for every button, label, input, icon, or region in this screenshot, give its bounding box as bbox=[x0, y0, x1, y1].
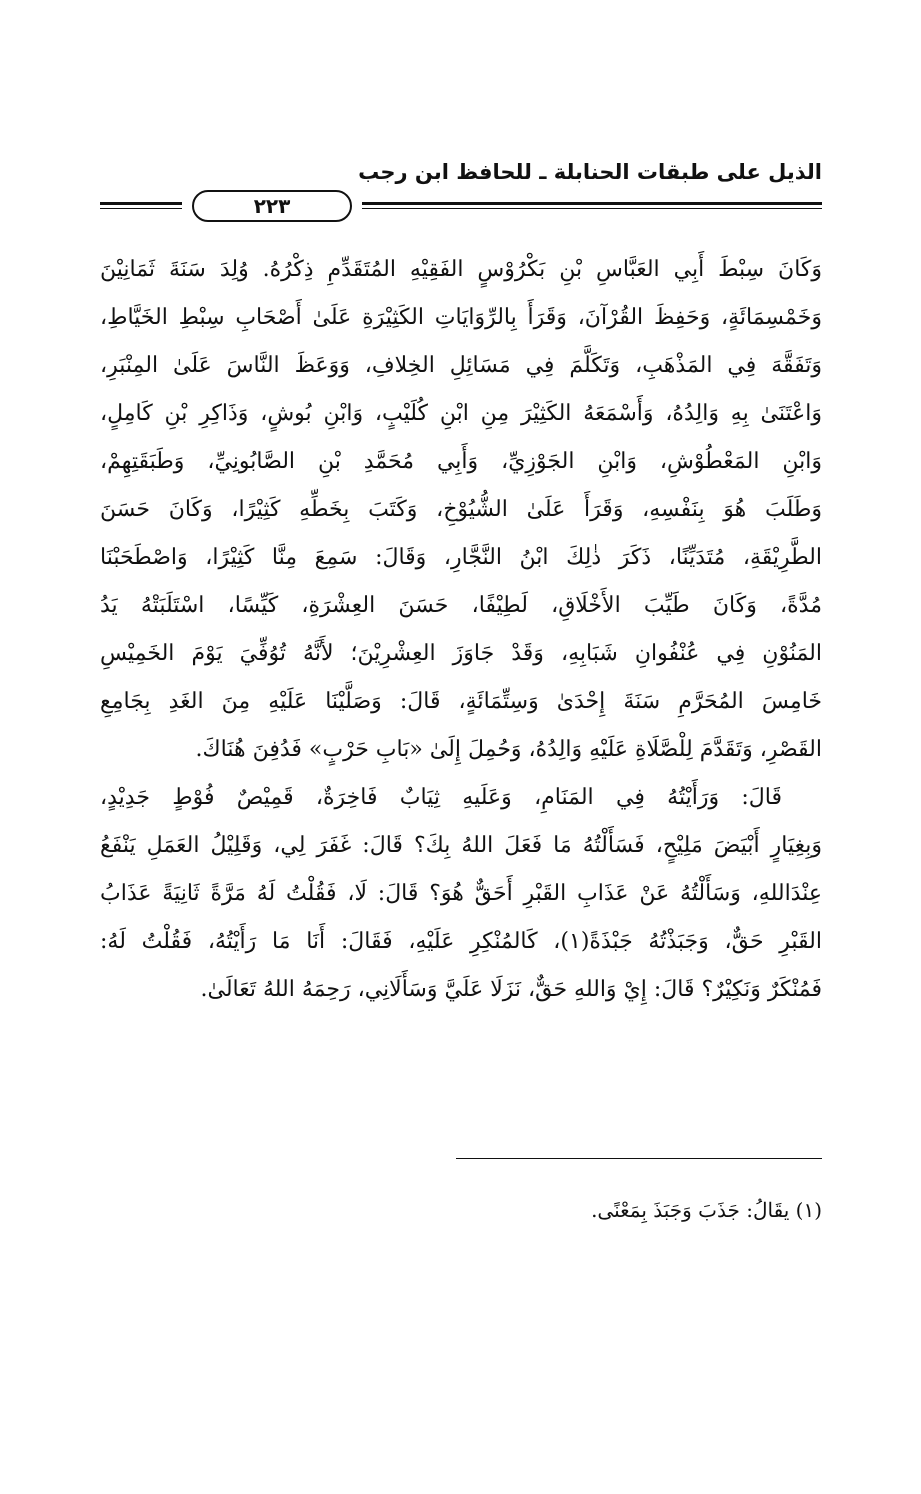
text-line: وَابْنِ المَعْطُوْشِ، وَابْنِ الجَوْزِيِّ، وَأَبِي مُحَمَّدِ بْنِ الصَّابُونِيِّ، وَطَبَقَتِهِمْ، bbox=[100, 449, 822, 474]
body-text bbox=[100, 246, 822, 1014]
text-line: خَامِسَ المُحَرَّمِ سَنَةَ إِحْدَىٰ وَسِتِّمَائَةٍ، قَالَ: وَصَلَّيْنَا عَلَيْهِ مِنَ الغَدِ بِجَامِعِ bbox=[100, 689, 822, 714]
text-line: وَطَلَبَ هُوَ بِنَفْسِهِ، وَقَرَأَ عَلَىٰ الشُّيُوْخِ، وَكَتَبَ بِخَطِّهِ كَثِيْرًا، وَكَانَ حَسَنَ bbox=[100, 497, 822, 522]
text-line: وَكَانَ سِبْطَ أَبِي العَبَّاسِ بْنِ بَكْرُوْسٍ الفَقِيْهِ المُتَقَدِّمِ ذِكْرُهُ. وُلِدَ سَنَةَ ثَمَانِيْنَ bbox=[100, 257, 822, 282]
header-rule-right bbox=[362, 202, 822, 212]
text-line: المَنُوْنِ فِي عُنْفُوانِ شَبَابِهِ، وَقَدْ جَاوَزَ العِشْرِيْنَ؛ لأَنَّهُ تُوُفِّيَ يَوْمَ الخَمِيْسِ bbox=[100, 641, 822, 666]
header-rule bbox=[100, 190, 822, 224]
text-line: مُدَّةً، وَكَانَ طَيِّبَ الأَخْلَاقِ، لَطِيْفًا، حَسَنَ العِشْرَةِ، كَيِّسًا، اسْتَلَبَتْهُ يَدُ bbox=[100, 593, 822, 618]
footnote-separator bbox=[456, 1158, 822, 1159]
page-number: ٢٢٣ bbox=[192, 190, 352, 222]
text-line: فَمُنْكَرٌ وَنَكِيْرٌ؟ قَالَ: إِيْ وَاللهِ حَقٌّ، نَزَلَا عَلَيَّ وَسَأَلَانِي، رَحِمَهُ اللهُ تَعَالَىٰ. bbox=[200, 977, 822, 1002]
text-line: القَبْرِ حَقٌّ، وَجَبَذْتُهُ جَبْذَةً(١)، كَالمُنْكِرِ عَلَيْهِ، فَقَالَ: أَنَا مَا رَأَيْتُهُ، فَقُلْتُ لَهُ: bbox=[100, 929, 822, 954]
running-head-title: الذيل على طبقات الحنابلة ـ للحافظ ابن رجب bbox=[358, 160, 822, 184]
text-line: وَخَمْسِمَائَةٍ، وَحَفِظَ القُرْآنَ، وَقَرَأَ بِالرِّوَايَاتِ الكَثِيْرَةِ عَلَىٰ أَصْحَابِ سِبْطِ الخَيَّاطِ، bbox=[100, 305, 822, 330]
footnote-1: (١) يقَالُ: جَذَبَ وَجَبَذَ بِمَعْنًى. bbox=[591, 1198, 822, 1222]
header-rule-left bbox=[100, 202, 182, 212]
text-line: وَتَفَقَّهَ فِي المَذْهَبِ، وَتَكَلَّمَ فِي مَسَائِلِ الخِلافِ، وَوَعَظَ النَّاسَ عَلَىٰ المِنْبَرِ، bbox=[100, 353, 822, 378]
text-line: وَاعْتَنَىٰ بِهِ وَالِدُهُ، وَأَسْمَعَهُ الكَثِيْرَ مِنِ ابْنِ كُلَيْبٍ، وَابْنِ بُوشٍ، وَذَاكِرِ بْنِ كَامِلٍ، bbox=[100, 401, 822, 426]
text-line: الطَّرِيْقَةِ، مُتَدَيِّنًا، ذَكَرَ ذٰلِكَ ابْنُ النَّجَّارِ، وَقَالَ: سَمِعَ مِنَّا كَثِيْرًا، وَاصْطَحَبْنَا bbox=[100, 545, 822, 570]
text-line: القَصْرِ، وَتَقَدَّمَ لِلْصَّلَاةِ عَلَيْهِ وَالِدُهُ، وَحُمِلَ إِلَىٰ «بَابِ حَرْبٍ» فَدُفِنَ هُنَاكَ. bbox=[195, 737, 822, 762]
text-line: عِنْدَاللهِ، وَسَأَلْتُهُ عَنْ عَذَابِ القَبْرِ أَحَقٌّ هُوَ؟ قَالَ: لَا، فَقُلْتُ لَهُ مَرَّةً ثَانِيَةً عَذَابُ bbox=[100, 881, 822, 906]
text-line: قَالَ: وَرَأَيْتُهُ فِي المَنَامِ، وَعَلَيهِ ثِيَابٌ فَاخِرَةٌ، قَمِيْصٌ فُوْطٍ جَدِيْدٍ، bbox=[100, 785, 782, 810]
text-line: وَبِغِيَارٍ أَبْيَضَ مَلِيْحٍ، فَسَأَلْتُهُ مَا فَعَلَ اللهُ بِكَ؟ قَالَ: غَفَرَ لِي، وَقَلِيْلُ العَمَلِ يَنْفَعُ bbox=[100, 833, 822, 858]
